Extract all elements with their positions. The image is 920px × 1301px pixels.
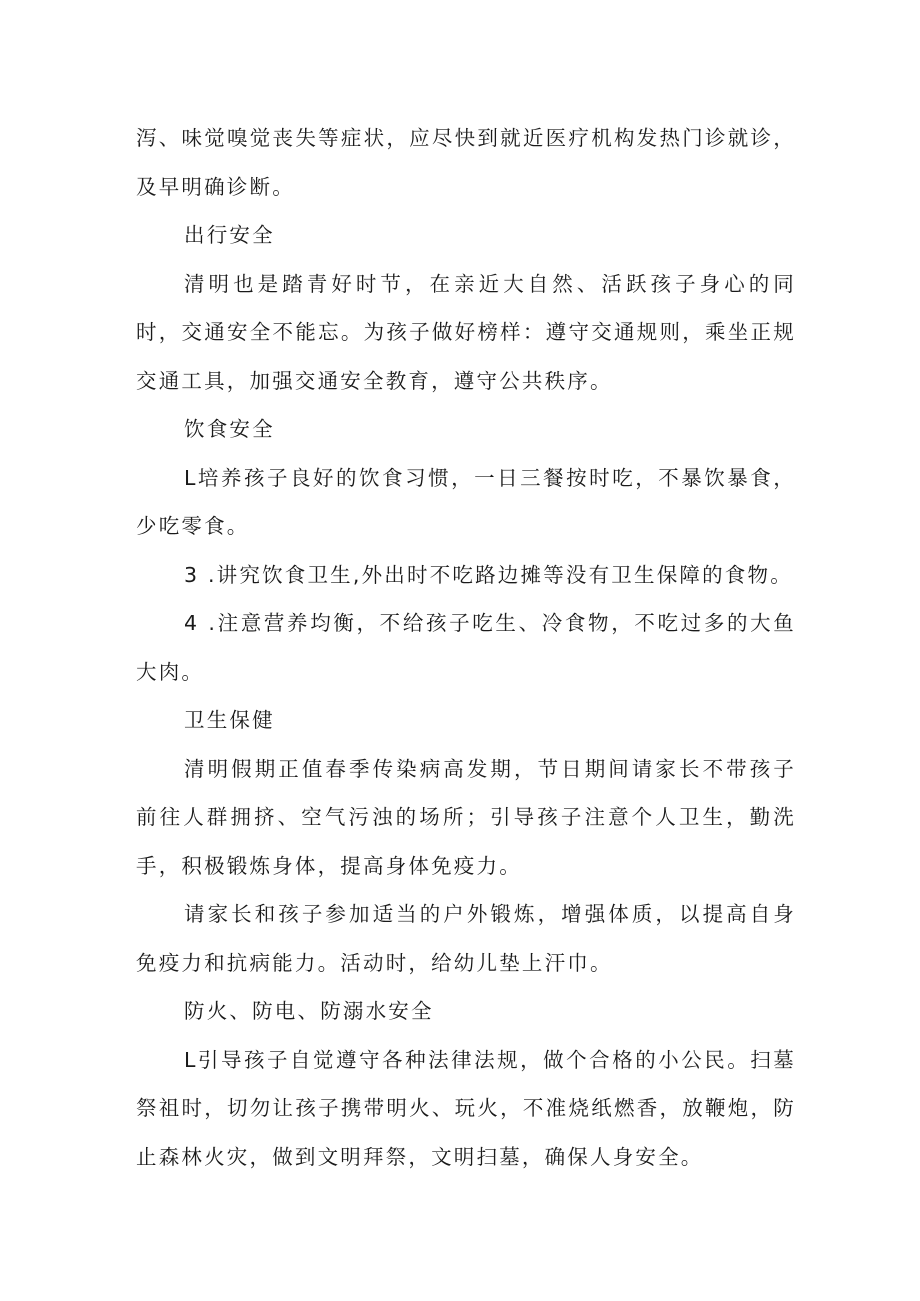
heading-travel-safety: 出行安全	[184, 223, 275, 247]
paragraph-food-hygiene: 3 .讲究饮食卫生,外出时不吃路边摊等没有卫生保障的食物。	[184, 562, 793, 587]
paragraph-travel-safety: 清明也是踏青好时节，在亲近大自然、活跃孩子身心的同时，交通安全不能忘。为孩子做好榜样：遵守交通规则，乘坐正规交通工具，加强交通安全教育，遵守公共秩序。	[136, 271, 796, 393]
paragraph-health-exercise: 请家长和孩子参加适当的户外锻炼，增强体质，以提高自身免疫力和抗病能力。活动时，给幼儿垫上汗巾。	[136, 902, 796, 975]
paragraph-fire-safety: L引导孩子自觉遵守各种法律法规，做个合格的小公民。扫墓祭祖时，切勿让孩子携带明火、玩火，不准烧纸燃香，放鞭炮，防止森林火灾，做到文明拜祭，文明扫墓，确保人身安全。	[136, 1047, 796, 1169]
paragraph-symptom-continuation: 泻、味觉嗅觉丧失等症状，应尽快到就近医疗机构发热门诊就诊，及早明确诊断。	[136, 126, 796, 199]
heading-health-care: 卫生保健	[184, 708, 275, 732]
heading-food-safety: 饮食安全	[184, 417, 275, 441]
paragraph-food-nutrition: 4 .注意营养均衡，不给孩子吃生、冷食物，不吃过多的大鱼大肉。	[136, 611, 796, 684]
document-body	[136, 114, 796, 1181]
heading-fire-electric-water-safety: 防火、防电、防溺水安全	[184, 999, 434, 1023]
paragraph-health-epidemic: 清明假期正值春季传染病高发期，节日期间请家长不带孩子前往人群拥挤、空气污浊的场所；引导孩子注意个人卫生，勤洗手，积极锻炼身体，提高身体免疫力。	[136, 756, 796, 878]
paragraph-food-habits: L培养孩子良好的饮食习惯，一日三餐按时吃，不暴饮暴食，少吃零食。	[136, 465, 796, 538]
